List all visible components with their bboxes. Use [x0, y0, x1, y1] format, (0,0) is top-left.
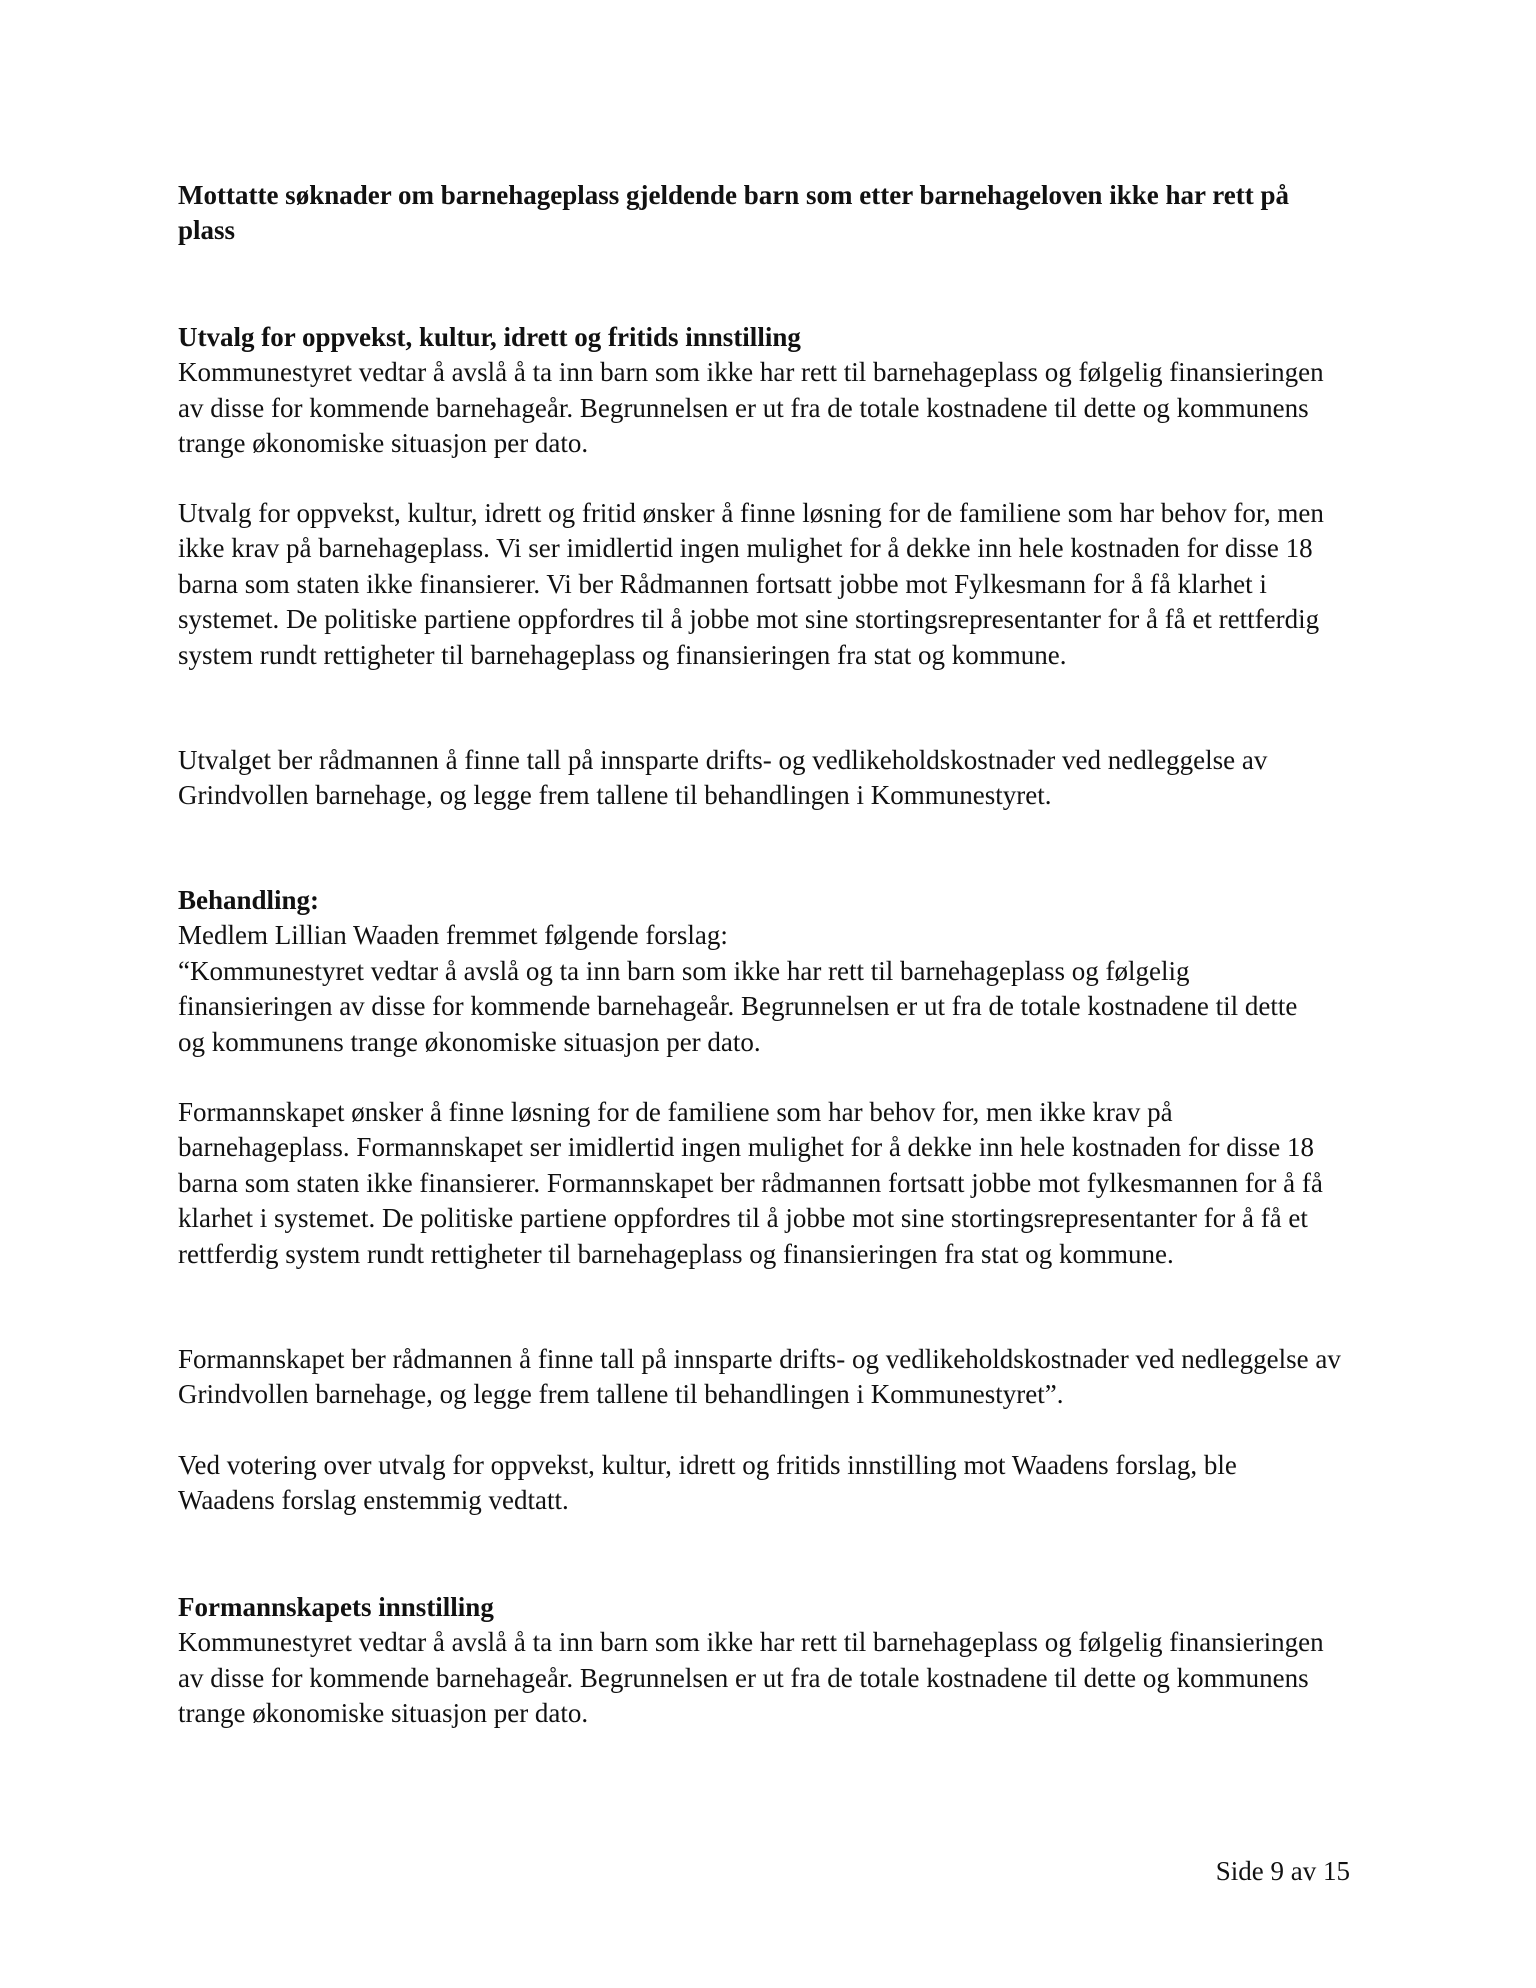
paragraph: Kommunestyret vedtar å avslå å ta inn barn som ikke har rett til barnehageplass og følgelig finansieringen av disse for kommende barnehageår. Begrunnelsen er ut fra de totale kostnadene til dette og kommunens trange økonomiske situasjon per dato. — [178, 1627, 1324, 1729]
section-utvalg-paragraph-2 — [178, 496, 1363, 673]
section-behandling-voting — [178, 1448, 1328, 1519]
paragraph: Utvalget ber rådmannen å finne tall på innsparte drifts- og vedlikeholdskostnader ved nedleggelse av Grindvollen barnehage, og legge frem tallene til behandlingen i Kommunestyret. — [178, 745, 1268, 811]
document-title: Mottatte søknader om barnehageplass gjeldende barn som etter barnehageloven ikke har rett på plass — [178, 180, 1289, 246]
paragraph: Formannskapet ber rådmannen å finne tall på innsparte drifts- og vedlikeholdskostnader ved nedleggelse av Grindvollen barnehage, og legge frem tallene til behandlingen i Kommunestyret”. — [178, 1344, 1341, 1410]
section-behandling — [178, 883, 1328, 1060]
section-utvalg-paragraph-3 — [178, 743, 1363, 814]
section-heading: Utvalg for oppvekst, kultur, idrett og fritids innstilling — [178, 322, 801, 352]
section-behandling-paragraph-2 — [178, 1095, 1338, 1272]
paragraph: Utvalg for oppvekst, kultur, idrett og fritid ønsker å finne løsning for de familiene som har behov for, men ikke krav på barnehageplass. Vi ser imidlertid ingen mulighet for å dekke inn hele kostnaden for disse 18 barna som staten ikke finansierer. Vi ber Rådmannen fortsatt jobbe mot Fylkesmann for å få klarhet i systemet. De politiske partiene oppfordres til å jobbe mot sine stortingsrepresentanter for å få et rettferdig system rundt rettigheter til barnehageplass og finansieringen fra stat og kommune. — [178, 498, 1324, 670]
section-heading: Behandling: — [178, 885, 320, 915]
page-number: Side 9 av 15 — [1215, 1856, 1350, 1886]
section-utvalg-innstilling — [178, 320, 1358, 462]
paragraph: Ved votering over utvalg for oppvekst, kultur, idrett og fritids innstilling mot Waadens forslag, ble Waadens forslag enstemmig vedtatt. — [178, 1450, 1237, 1516]
paragraph: “Kommunestyret vedtar å avslå og ta inn barn som ikke har rett til barnehageplass og følgelig finansieringen av disse for kommende barnehageår. Begrunnelsen er ut fra de totale kostnadene til dette og kommunens trange økonomiske situasjon per dato. — [178, 955, 1298, 1057]
paragraph: Kommunestyret vedtar å avslå å ta inn barn som ikke har rett til barnehageplass og følgelig finansieringen av disse for kommende barnehageår. Begrunnelsen er ut fra de totale kostnadene til dette og kommunens trange økonomiske situasjon per dato. — [178, 357, 1324, 459]
section-behandling-paragraph-3 — [178, 1342, 1353, 1413]
section-formannskapets-innstilling — [178, 1590, 1328, 1732]
paragraph: Medlem Lillian Waaden fremmet følgende forslag: — [178, 920, 728, 951]
section-heading: Formannskapets innstilling — [178, 1592, 494, 1622]
paragraph: Formannskapet ønsker å finne løsning for de familiene som har behov for, men ikke krav på barnehageplass. Formannskapet ser imidlertid ingen mulighet for å dekke inn hele kostnaden for disse 18 barna som staten ikke finansierer. Formannskapet ber rådmannen fortsatt jobbe mot fylkesmannen for å få klarhet i systemet. De politiske partiene oppfordres til å jobbe mot sine stortingsrepresentanter for å få et rettferdig system rundt rettigheter til barnehageplass og finansieringen fra stat og kommune. — [178, 1097, 1323, 1269]
